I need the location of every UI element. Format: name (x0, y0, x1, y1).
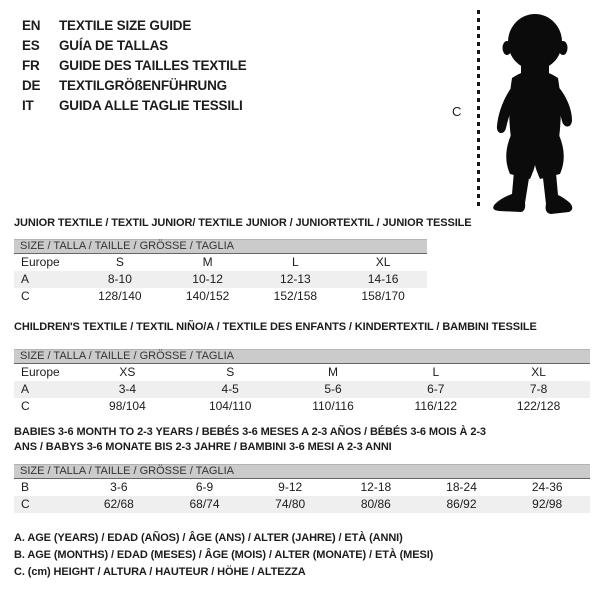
size-cell: 68/74 (189, 497, 220, 511)
table-row (14, 364, 590, 381)
height-measure-label: C (452, 104, 462, 119)
row-label: A (21, 272, 30, 286)
size-cell: 128/140 (98, 289, 142, 303)
size-cell: 80/86 (360, 497, 391, 511)
table-row (14, 398, 590, 415)
size-cell: 86/92 (446, 497, 477, 511)
size-cell: 18-24 (446, 480, 477, 494)
size-cell: 98/104 (109, 399, 146, 413)
size-cell: 12-18 (360, 480, 392, 494)
row-label: C (21, 399, 30, 413)
table-body (14, 479, 590, 513)
lang-label: TEXTILGRÖßENFÜHRUNG (59, 78, 227, 93)
size-cell: 4-5 (221, 382, 239, 396)
table-row (14, 271, 427, 288)
table-title: BABIES 3-6 MONTH TO 2-3 YEARS / BEBÉS 3-6 MESES A 2-3 AÑOS / BÉBÉS 3-6 MOIS À 2-3 ANS / BABYS 3-6 MONATE BIS 2-3 JAHRE / BAMBINI 3-6 MESI A 2-3 ANNI (14, 426, 486, 453)
table-body (14, 254, 427, 305)
size-cell: 10-12 (192, 272, 223, 286)
size-cell: S (226, 365, 235, 379)
row-label: A (21, 382, 30, 396)
junior-textile-section (14, 217, 472, 305)
size-cell: M (327, 365, 338, 379)
note-a: A. AGE (YEARS) / EDAD (AÑOS) / ÂGE (ANS) / ALTER (JAHRE) / ETÀ (ANNI) (14, 532, 403, 544)
table-title: JUNIOR TEXTILE / TEXTIL JUNIOR/ TEXTILE JUNIOR / JUNIORTEXTIL / JUNIOR TESSILE (14, 217, 472, 229)
lang-code: DE (22, 78, 41, 93)
size-cell: 5-6 (324, 382, 342, 396)
lang-row-fr (22, 56, 247, 76)
child-silhouette-icon (488, 8, 582, 218)
size-cell: 104/110 (208, 399, 252, 413)
size-cell: 122/128 (516, 399, 561, 413)
table-row (14, 254, 427, 271)
size-cell: 12-13 (280, 272, 311, 286)
row-label: Europe (21, 255, 60, 269)
lang-label: GUIDE DES TAILLES TEXTILE (59, 58, 247, 73)
size-cell: 140/152 (185, 289, 230, 303)
lang-label: TEXTILE SIZE GUIDE (59, 18, 192, 33)
size-header-bar: SIZE / TALLA / TAILLE / GRÖSSE / TAGLIA (14, 464, 590, 479)
lang-row-es (22, 36, 247, 56)
row-label: C (21, 289, 30, 303)
size-cell: 6-9 (195, 480, 214, 494)
language-list (22, 16, 247, 116)
lang-code: EN (22, 18, 41, 33)
lang-code: FR (22, 58, 40, 73)
row-label: C (21, 497, 30, 511)
size-cell: XL (531, 365, 546, 379)
size-cell: 14-16 (367, 272, 399, 286)
size-cell: 74/80 (275, 497, 306, 511)
row-label: B (21, 480, 30, 494)
size-cell: L (432, 365, 440, 379)
babies-textile-section (14, 425, 590, 513)
note-c: C. (cm) HEIGHT / ALTURA / HAUTEUR / HÖHE / ALTEZZA (14, 566, 306, 578)
size-cell: S (115, 255, 124, 269)
size-cell: 152/158 (273, 289, 318, 303)
legend-notes (14, 530, 433, 581)
size-cell: 24-36 (531, 480, 563, 494)
lang-code: IT (22, 98, 34, 113)
size-cell: XS (119, 365, 136, 379)
size-cell: 116/122 (414, 399, 458, 413)
children-textile-section (14, 321, 590, 415)
babies-textile-table (14, 464, 590, 513)
size-cell: 7-8 (529, 382, 548, 396)
size-cell: M (202, 255, 213, 269)
table-row (14, 381, 590, 398)
children-textile-table (14, 349, 590, 415)
size-cell: 158/170 (361, 289, 405, 303)
lang-code: ES (22, 38, 40, 53)
size-cell: L (292, 255, 299, 269)
size-cell: 110/116 (312, 399, 354, 413)
size-header-bar: SIZE / TALLA / TAILLE / GRÖSSE / TAGLIA (14, 239, 427, 254)
table-row (14, 479, 590, 496)
size-cell: 3-6 (110, 480, 128, 494)
size-cell: 6-7 (427, 382, 445, 396)
table-body (14, 364, 590, 415)
lang-row-en (22, 16, 247, 36)
size-cell: XL (375, 255, 391, 269)
size-cell: 9-12 (278, 480, 303, 494)
note-b: B. AGE (MONTHS) / EDAD (MESES) / ÂGE (MOIS) / ALTER (MONATE) / ETÀ (MESI) (14, 549, 434, 561)
size-header-bar: SIZE / TALLA / TAILLE / GRÖSSE / TAGLIA (14, 349, 590, 364)
lang-label: GUIDA ALLE TAGLIE TESSILI (59, 98, 243, 113)
size-cell: 92/98 (532, 497, 563, 511)
height-measure-dashed-line (477, 10, 480, 208)
table-title: CHILDREN'S TEXTILE / TEXTIL NIÑO/A / TEXTILE DES ENFANTS / KINDERTEXTIL / BAMBINI TESSILE (14, 321, 537, 333)
row-label: Europe (21, 365, 60, 379)
lang-row-de (22, 76, 247, 96)
size-cell: 3-4 (118, 382, 137, 396)
table-row (14, 496, 590, 513)
junior-textile-table (14, 239, 427, 305)
lang-row-it (22, 96, 247, 116)
size-cell: 8-10 (107, 272, 132, 286)
size-cell: 62/68 (103, 497, 134, 511)
table-row (14, 288, 427, 305)
lang-label: GUÍA DE TALLAS (59, 38, 168, 53)
